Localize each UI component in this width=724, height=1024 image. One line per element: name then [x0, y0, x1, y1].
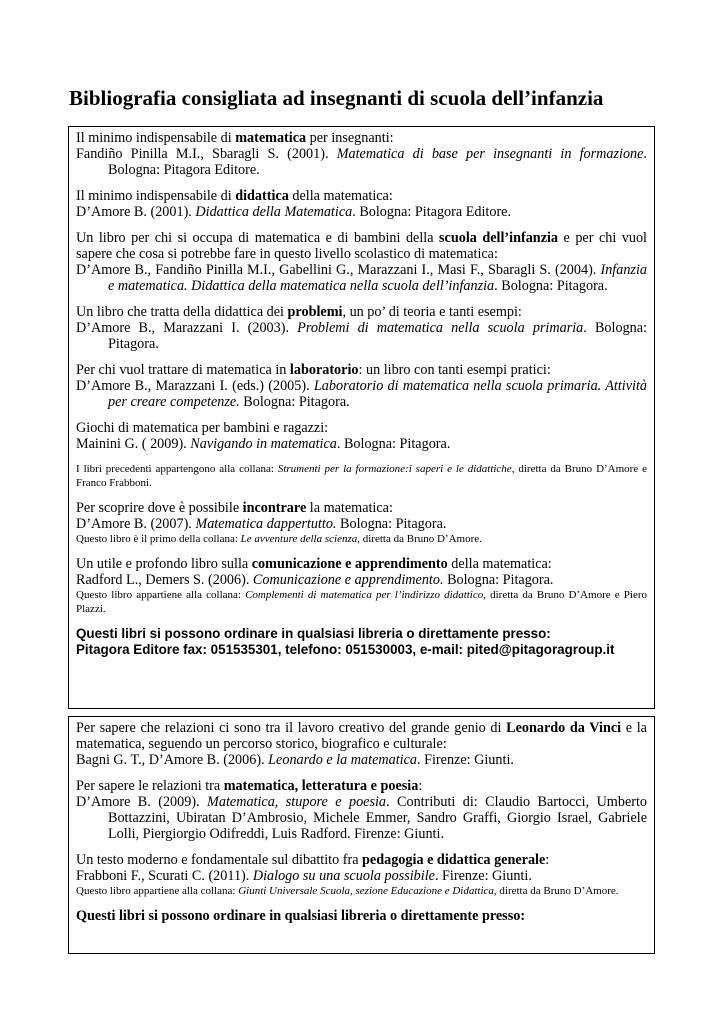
series-note-text: I libri precedenti appartengono alla collana: Strumenti per la formazione:i saperi e le didattiche, diretta da Bruno D’Amore e Franco Frabboni. — [76, 463, 648, 489]
book-reference: Radford L., Demers S. (2006). Comunicazione e apprendimento. Bologna: Pitagora. — [76, 572, 554, 588]
book-reference: D’Amore B. (2007). Matematica dappertutto. Bologna: Pitagora. — [76, 516, 447, 532]
entry-intro: Giochi di matematica per bambini e ragazzi: — [76, 420, 329, 436]
entry-scuola-infanzia — [76, 230, 647, 294]
entry-intro: Un libro che tratta della didattica dei problemi, un po’ di teoria e tanti esempi: — [76, 304, 522, 320]
bibliography-box-secondary — [68, 716, 655, 954]
entry-pedagogia — [76, 852, 647, 898]
order-info — [76, 908, 647, 924]
entry-comunicazione — [76, 556, 647, 616]
entry-leonardo — [76, 720, 647, 768]
entry-problemi — [76, 304, 647, 352]
series-note-text: Questo libro appartiene alla collana: Complementi di matematica per l’indirizzo didattico, diretta da Bruno D’Amore e Piero Plazzi. — [76, 589, 647, 615]
entry-intro: Un utile e profondo libro sulla comunicazione e apprendimento della matematica: — [76, 556, 552, 572]
book-reference: Frabboni F., Scurati C. (2011). Dialogo su una scuola possibile. Firenze: Giunti. — [76, 868, 532, 884]
entry-intro: Un libro per chi si occupa di matematica e di bambini della scuola dell’infanzia e per chi vuol sapere che cosa si potrebbe fare in questo livello scolastico di matematica: — [76, 230, 647, 262]
entry-matematica — [76, 130, 647, 178]
entry-intro: Per sapere che relazioni ci sono tra il lavoro creativo del grande genio di Leonardo da Vinci e la matematica, seguendo un percorso storico, biografico e culturale: — [76, 720, 647, 752]
book-reference: D’Amore B., Fandiño Pinilla M.I., Gabellini G., Marazzani I., Masi F., Sbaragli S. (2004). Infanzia e matematica. Didattica della matematica nella scuola dell’infanzia. Bologna: Pitagora. — [76, 262, 647, 294]
order-line: Questi libri si possono ordinare in qualsiasi libreria o direttamente presso: — [76, 908, 526, 924]
bibliography-box-main — [68, 126, 655, 709]
entry-intro: Per chi vuol trattare di matematica in laboratorio: un libro con tanti esempi pratici: — [76, 362, 551, 378]
entry-intro: Per sapere le relazioni tra matematica, letteratura e poesia: — [76, 778, 423, 794]
entry-intro: Un testo moderno e fondamentale sul dibattito fra pedagogia e didattica generale: — [76, 852, 550, 868]
entry-intro: Per scoprire dove è possibile incontrare la matematica: — [76, 500, 393, 516]
book-reference: D’Amore B. (2001). Didattica della Matematica. Bologna: Pitagora Editore. — [76, 204, 512, 220]
entry-intro: Il minimo indispensabile di didattica della matematica: — [76, 188, 393, 204]
book-reference: Bagni G. T., D’Amore B. (2006). Leonardo e la matematica. Firenze: Giunti. — [76, 752, 514, 768]
book-reference: D’Amore B., Marazzani I. (eds.) (2005). Laboratorio di matematica nella scuola primaria. Attività per creare competenze. Bologna: Pitagora. — [76, 378, 647, 410]
entry-intro: Il minimo indispensabile di matematica per insegnanti: — [76, 130, 394, 146]
book-reference: Mainini G. ( 2009). Navigando in matematica. Bologna: Pitagora. — [76, 436, 451, 452]
series-note — [76, 462, 647, 490]
book-reference: Fandiño Pinilla M.I., Sbaragli S. (2001). Matematica di base per insegnanti in formazione. Bologna: Pitagora Editore. — [76, 146, 647, 178]
publisher-contact: Pitagora Editore fax: 051535301, telefono: 051530003, e-mail: pited@pitagoragroup.it — [76, 642, 615, 657]
order-info — [76, 626, 647, 658]
entry-incontrare — [76, 500, 647, 546]
entry-didattica — [76, 188, 647, 220]
book-reference: D’Amore B. (2009). Matematica, stupore e poesia. Contributi di: Claudio Bartocci, Umberto Bottazzini, Ubiratan D’Ambrosio, Michele Emmer, Sandro Graffi, Giorgio Israel, Gabriele Lolli, Piergiorgio Odifreddi, Luis Radford. Firenze: Giunti. — [76, 794, 647, 842]
entry-giochi — [76, 420, 647, 452]
page-title: Bibliografia consigliata ad insegnanti di scuola dell’infanzia — [69, 86, 604, 110]
book-reference: D’Amore B., Marazzani I. (2003). Problemi di matematica nella scuola primaria. Bologna: Pitagora. — [76, 320, 647, 352]
entry-laboratorio — [76, 362, 647, 410]
entry-letteratura — [76, 778, 647, 842]
order-line: Questi libri si possono ordinare in qualsiasi libreria o direttamente presso: — [76, 626, 551, 641]
series-note-text: Questo libro è il primo della collana: Le avventure della scienza, diretta da Bruno D’Amore. — [76, 533, 482, 545]
series-note-text: Questo libro appartiene alla collana: Giunti Universale Scuola, sezione Educazione e Didattica, diretta da Bruno D’Amore. — [76, 885, 619, 897]
